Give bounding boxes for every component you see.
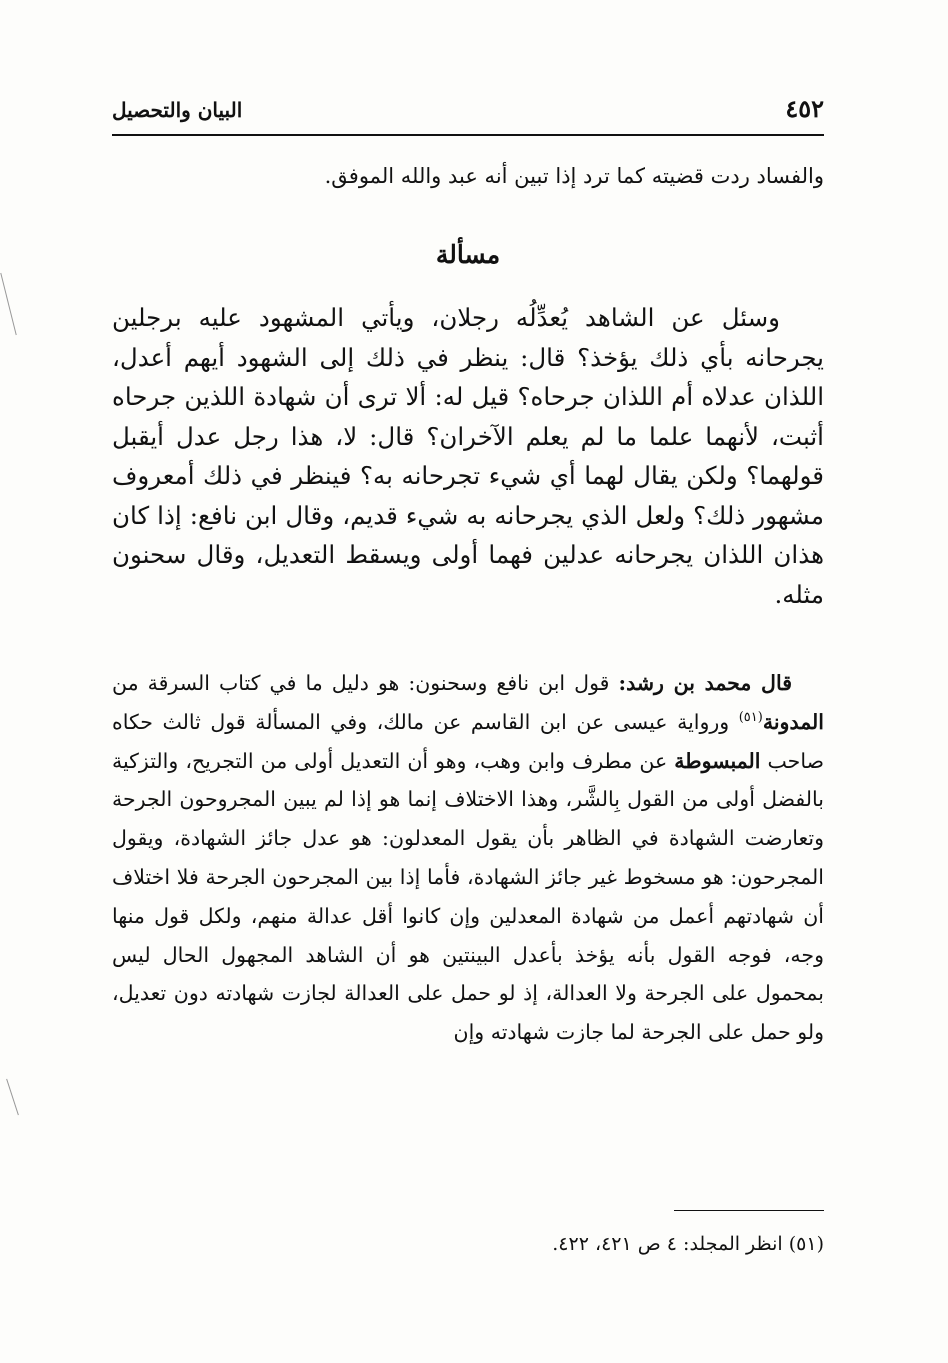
commentary-author: قال محمد بن رشد: — [618, 671, 792, 695]
running-title: البيان والتحصيل — [112, 98, 243, 122]
commentary-text-a: قول ابن نافع وسحنون: هو دليل ما في كتاب السرقة من — [112, 671, 619, 695]
footnote-rule — [674, 1210, 824, 1211]
commentary-paragraph — [112, 664, 824, 1052]
question-paragraph: وسئل عن الشاهد يُعدِّلُه رجلان، ويأتي المشهود عليه برجلين يجرحانه بأي ذلك يؤخذ؟ قال: ينظر في ذلك إلى الشهود أيهم أعدل، اللذان عدلاه أم اللذان جرحاه؟ قيل له: ألا ترى أن شهادة اللذين جرحاه أثبت، لأنهما علما ما لم يعلم الآخران؟ قال: لا، هذا رجل عدل أيقبل قولهما؟ ولكن يقال لهما أي شيء تجرحانه به؟ فينظر في ذلك أمعروف مشهور ذلك؟ ولعل الذي يجرحانه به شيء قديم، وقال ابن نافع: إذا كان هذان اللذان يجرحانه عدلين فهما أولى ويسقط التعديل، وقال سحنون مثله. — [112, 303, 824, 609]
scan-edge-mark-bottom — [6, 1079, 19, 1115]
opening-line: والفساد ردت قضيته كما ترد إذا تبين أنه عبد والله الموفق. — [324, 164, 824, 188]
footnote: (٥١) انظر المجلد: ٤ ص ٤٢١، ٤٢٢. — [552, 1233, 824, 1255]
commentary-text-b: ورواية عيسى عن ابن القاسم عن مالك، وفي المسألة قول ثالث حكاه صاحب — [112, 709, 824, 773]
scan-edge-mark-top — [0, 273, 16, 335]
header-rule — [112, 134, 824, 136]
page-number: ٤٥٢ — [785, 94, 824, 123]
footnote-reference: (٥١) — [738, 709, 763, 725]
page-header — [112, 92, 824, 132]
book-title-mabsuta: المبسوطة — [674, 748, 761, 773]
commentary-text-c: عن مطرف وابن وهب، وهو أن التعديل أولى من التجريح، والتزكية بالفضل أولى من القول بِالشَّر، وهذا الاختلاف إنما هو إذا لم يبين المجروحون الجرحة وتعارضت الشهادة في الظاهر بأن يقول المعدلون: هو عدل جائز الشهادة، ويقول المجرحون: هو مسخوط غير جائز الشهادة، فأما إذا بين المجرحون الجرحة فلا اختلاف أن شهادتهم أعمل من شهادة المعدلين وإن كانوا أقل عدالة منهم، ولكل قول منها وجه، فوجه القول بأنه يؤخذ بأعدل البينتين هو أن الشاهد المجهول الحال ليس بمحمول على الجرحة ولا العدالة، إذ لو حمل على العدالة لجازت شهادته دون تعديل، ولو حمل على الجرحة لما جازت شهادته وإن — [112, 748, 824, 1045]
section-heading: مسألة — [435, 240, 501, 269]
book-title-mudawwana: المدونة — [762, 709, 824, 734]
